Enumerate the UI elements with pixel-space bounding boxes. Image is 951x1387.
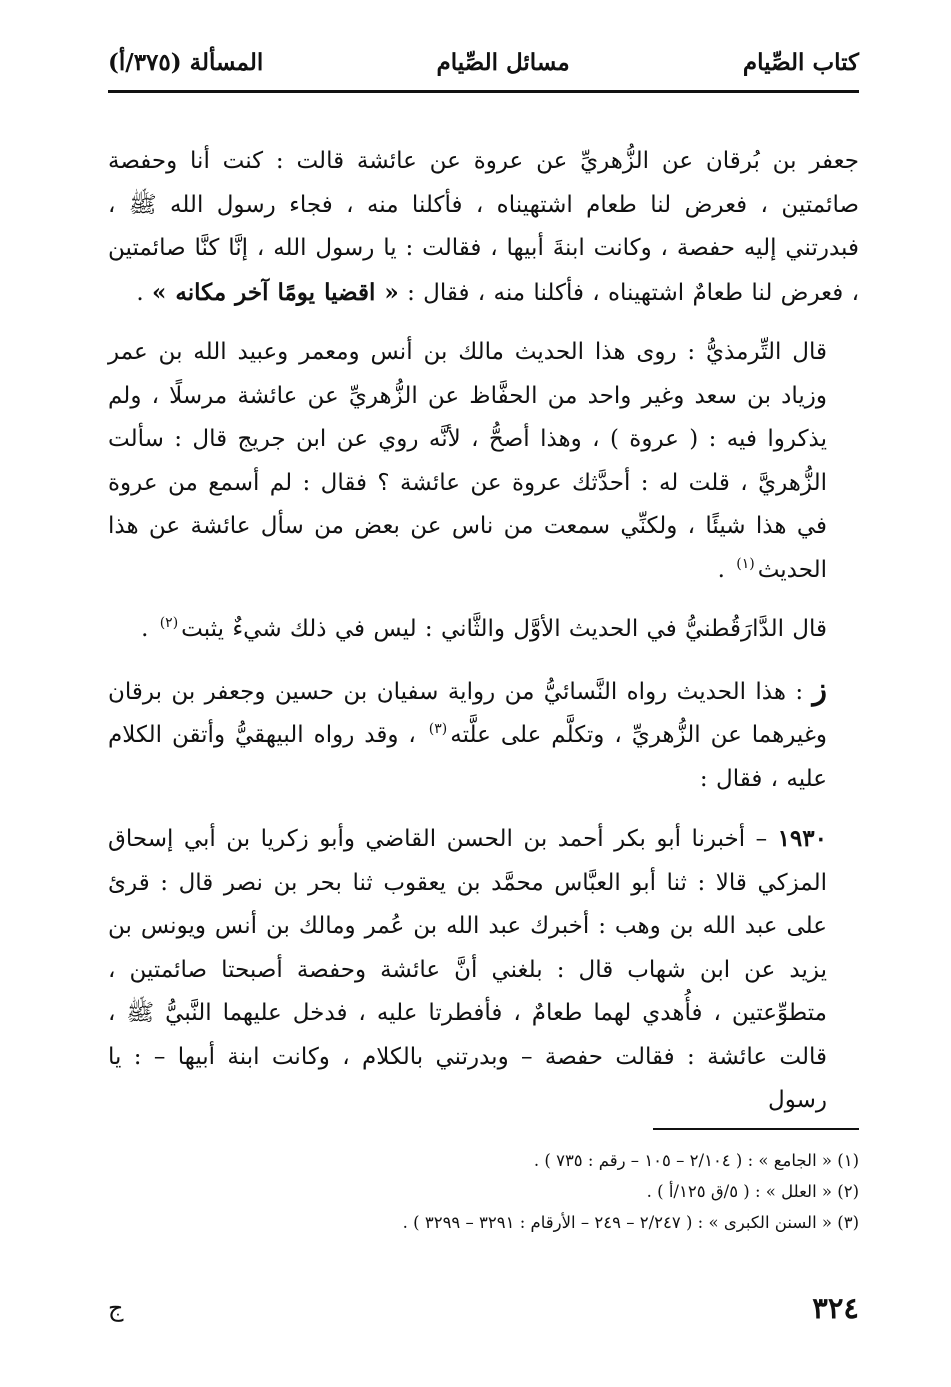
footnote-ref-1: (١) xyxy=(736,555,755,572)
main-text xyxy=(108,140,859,1139)
prophetic-quote: « اقضيا يومًا آخر مكانه » xyxy=(152,278,399,306)
paragraph-1-text: جعفر بن بُرقان عن الزُّهريِّ عن عروة عن عائشة قالت : كنت أنا وحفصة صائمتين ، فعرض لنا طعام اشتهيناه ، فأكلنا منه ، فجاء رسول الله ﷺ ، فبدرتني إليه حفصة ، وكانت ابنةَ أبيها ، فقالت : يا رسول الله ، إنَّا كنَّا صائمتين ، فعرض لنا طعامٌ اشتهيناه ، فأكلنا منه ، فقال : xyxy=(108,148,859,306)
footnote-3: (٣) « السنن الكبرى » : ( ٢/٢٤٧ – ٢٤٩ – الأرقام : ٣٢٩١ – ٣٢٩٩ ) . xyxy=(402,1213,859,1232)
running-header xyxy=(108,42,859,82)
paragraph-hadith-text xyxy=(108,140,859,315)
footnotes xyxy=(108,1145,859,1238)
editor-marker: ز xyxy=(812,671,828,707)
footnote-1: (١) « الجامع » : ( ٢/١٠٤ – ١٠٥ – رقم : ٧٣٥ ) . xyxy=(533,1151,859,1170)
paragraph-tirmidhi xyxy=(108,331,859,592)
page-footer xyxy=(108,1288,859,1328)
signature-mark: ج xyxy=(108,1294,124,1322)
hadith-number: ١٩٣٠ xyxy=(777,825,827,852)
section-title: مسائل الصِّيام xyxy=(436,48,570,76)
paragraph-4-text: : هذا الحديث رواه النَّسائيُّ من رواية سفيان بن حسين وجعفر بن برقان وغيرهما عن الزُّهريِّ ، وتكلَّم على علَّته xyxy=(108,678,827,748)
paragraph-1-end: . xyxy=(136,279,153,306)
page-number: ٣٢٤ xyxy=(812,1291,859,1325)
header-rule xyxy=(108,90,859,93)
paragraph-editor-note xyxy=(108,668,859,802)
paragraph-4-end: ، وقد رواه البيهقيُّ وأتقن الكلام عليه ، فقال : xyxy=(108,722,827,792)
paragraph-3-text: قال الدَّارَقُطنيُّ في الحديث الأوَّل والثَّاني : ليس في ذلك شيءٌ يثبت xyxy=(181,616,827,642)
book-title: كتاب الصِّيام xyxy=(742,48,859,76)
paragraph-2-end: . xyxy=(717,556,734,583)
paragraph-hadith-1930 xyxy=(108,817,859,1123)
paragraph-5-text: – أخبرنا أبو بكر أحمد بن الحسن القاضي وأبو زكريا بن أبي إسحاق المزكي قالا : ثنا أبو العبَّاس محمَّد بن يعقوب ثنا بحر بن نصر قال : قرئ على عبد الله بن وهب : أخبرك عبد الله بن عُمر ومالك بن أنس ويونس بن يزيد عن ابن شهاب قال : بلغني أنَّ عائشة وحفصة أصبحتا صائمتين ، متطوِّعتين ، فأُهدي لهما طعامٌ ، فأفطرتا عليه ، فدخل عليهما النَّبيُّ ﷺ ، قالت عائشة : فقالت حفصة – وبدرتني بالكلام ، وكانت ابنة أبيها – : يا رسول xyxy=(108,826,827,1113)
paragraph-2-text: قال التِّرمذيُّ : روى هذا الحديث مالك بن أنس ومعمر وعبيد الله بن عمر وزياد بن سعد وغير واحد من الحفَّاظ عن الزُّهريِّ عن عائشة مرسلًا ، ولم يذكروا فيه : ( عروة ) ، وهذا أصحُّ ، لأنَّه روي عن ابن جريج قال : سألت الزُّهريَّ ، قلت له : أحدَّثك عروة عن عائشة ؟ فقال : لم أسمع من عروة في هذا شيئًا ، ولكنِّي سمعت من ناس عن بعض من سأل عائشة عن هذا الحديث xyxy=(108,339,827,583)
paragraph-3-end: . xyxy=(141,616,157,642)
footnote-ref-2: (٢) xyxy=(159,615,179,632)
paragraph-daraqutni xyxy=(108,608,859,652)
issue-reference: المسألة (٣٧٥/أ) xyxy=(108,48,264,76)
footnote-2: (٢) « العلل » : ( ٥/ق ١٢٥/أ ) . xyxy=(646,1182,859,1201)
footnote-rule xyxy=(653,1128,859,1130)
footnote-ref-3: (٣) xyxy=(428,721,448,738)
